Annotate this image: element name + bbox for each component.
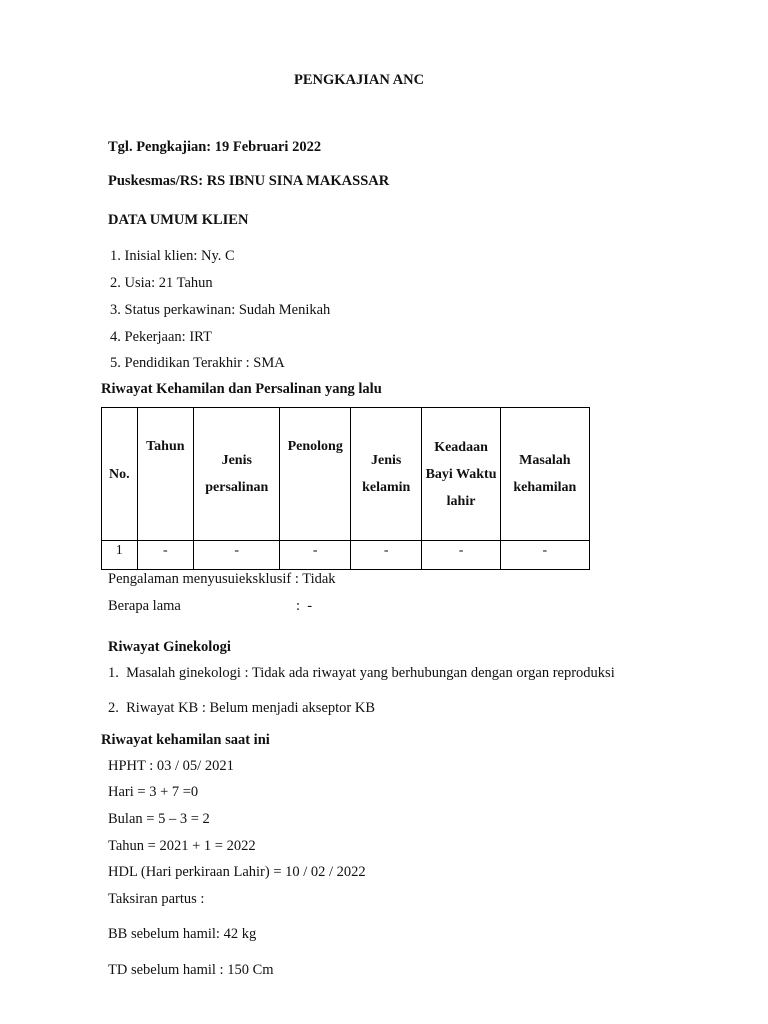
pregnancy-line: TD sebelum hamil : 150 Cm bbox=[108, 962, 274, 978]
history-table bbox=[101, 407, 590, 570]
section-heading-kehamilan-ini: Riwayat kehamilan saat ini bbox=[101, 732, 270, 748]
column-header: Penolong bbox=[280, 408, 351, 541]
table-cell: - bbox=[351, 541, 422, 570]
breastfeeding-duration-label: Berapa lama bbox=[108, 598, 181, 614]
section-heading-data-umum: DATA UMUM KLIEN bbox=[108, 212, 249, 228]
facility-label: Puskesmas/RS: bbox=[108, 173, 204, 189]
client-item: 4. Pekerjaan: IRT bbox=[110, 329, 212, 345]
breastfeeding-experience: Pengalaman menyusuieksklusif : Tidak bbox=[108, 571, 336, 587]
column-header: Tahun bbox=[137, 408, 194, 541]
section-heading-ginekologi: Riwayat Ginekologi bbox=[108, 639, 231, 655]
facility-value: RS IBNU SINA MAKASSAR bbox=[206, 173, 390, 189]
gynecology-item: 2. Riwayat KB : Belum menjadi akseptor KB bbox=[108, 700, 376, 716]
assessment-date-label: Tgl. Pengkajian: bbox=[108, 139, 212, 155]
client-item: 3. Status perkawinan: Sudah Menikah bbox=[110, 302, 331, 318]
client-item: 5. Pendidikan Terakhir : SMA bbox=[110, 355, 285, 371]
table-row bbox=[102, 541, 590, 570]
table-cell: - bbox=[137, 541, 194, 570]
page-title: PENGKAJIAN ANC bbox=[294, 72, 425, 88]
column-header: Jenis persalinan bbox=[194, 408, 280, 541]
table-cell: - bbox=[194, 541, 280, 570]
table-cell: - bbox=[422, 541, 500, 570]
column-header: No. bbox=[102, 408, 138, 541]
history-table-header bbox=[102, 408, 590, 541]
column-header: Keadaan Bayi Waktu lahir bbox=[422, 408, 500, 541]
client-item: 1. Inisial klien: Ny. C bbox=[110, 248, 235, 264]
breastfeeding-duration-value: : - bbox=[296, 598, 313, 614]
pregnancy-line: HDL (Hari perkiraan Lahir) = 10 / 02 / 2022 bbox=[108, 864, 366, 880]
pregnancy-line: Tahun = 2021 + 1 = 2022 bbox=[108, 838, 256, 854]
assessment-date-value: 19 Februari 2022 bbox=[214, 139, 322, 155]
pregnancy-line: Taksiran partus : bbox=[108, 891, 205, 907]
column-header: Jenis kelamin bbox=[351, 408, 422, 541]
column-header: Masalah kehamilan bbox=[500, 408, 589, 541]
client-item: 2. Usia: 21 Tahun bbox=[110, 275, 213, 291]
table-cell: - bbox=[500, 541, 589, 570]
table-cell: - bbox=[280, 541, 351, 570]
section-heading-riwayat-lalu: Riwayat Kehamilan dan Persalinan yang lalu bbox=[101, 381, 382, 397]
gynecology-item: 1. Masalah ginekologi : Tidak ada riwayat yang berhubungan dengan organ reproduksi bbox=[108, 665, 615, 681]
assessment-date bbox=[108, 138, 321, 156]
pregnancy-line: BB sebelum hamil: 42 kg bbox=[108, 926, 257, 942]
facility bbox=[108, 172, 389, 190]
pregnancy-line: Bulan = 5 – 3 = 2 bbox=[108, 811, 210, 827]
pregnancy-line: HPHT : 03 / 05/ 2021 bbox=[108, 758, 234, 774]
pregnancy-line: Hari = 3 + 7 =0 bbox=[108, 784, 199, 800]
table-cell: 1 bbox=[102, 541, 138, 570]
